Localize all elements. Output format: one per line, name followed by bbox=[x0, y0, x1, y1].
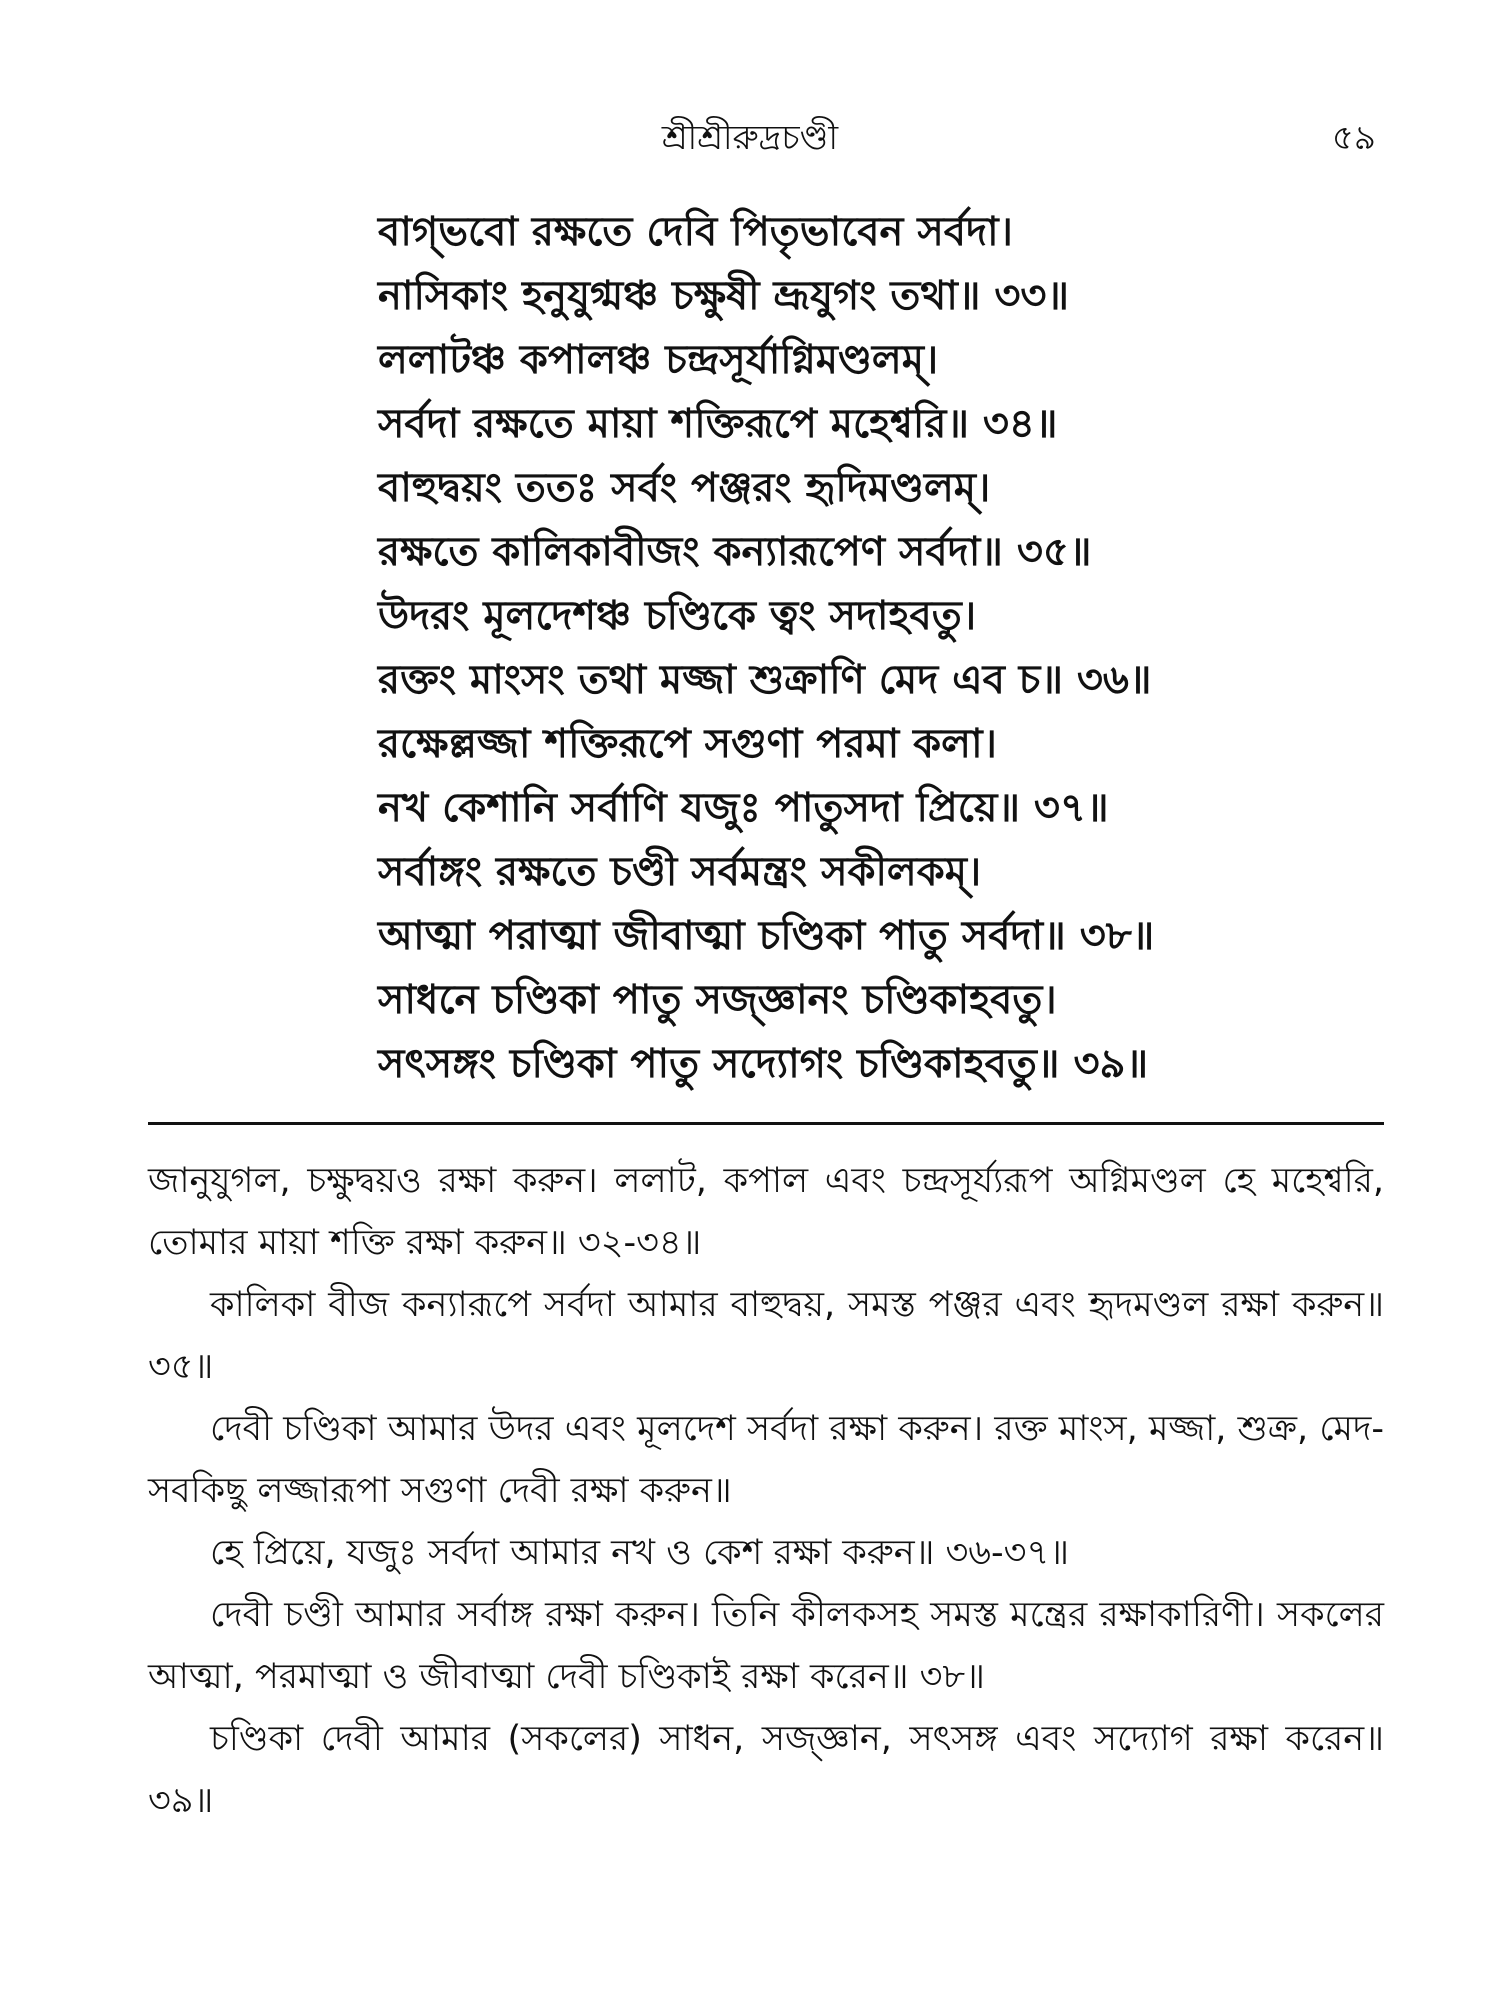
verse-line: উদরং মূলদেশঞ্চ চণ্ডিকে ত্বং সদাহবতু। bbox=[378, 593, 977, 639]
verse-line: রক্ষতে কালিকাবীজং কন্যারূপেণ সর্বদা॥ ৩৫॥ bbox=[378, 529, 1092, 575]
verse-line: রক্তং মাংসং তথা মজ্জা শুক্রাণি মেদ এব চ॥ ৩৬॥ bbox=[378, 657, 1152, 703]
translation-paragraph: দেবী চণ্ডিকা আমার উদর এবং মূলদেশ সর্বদা রক্ষা করুন। রক্ত মাংস, মজ্জা, শুক্র, মেদ-সবকিছু লজ্জারূপা সগুণা দেবী রক্ষা করুন॥ bbox=[148, 1409, 1384, 1511]
verse-line: রক্ষেল্লজ্জা শক্তিরূপে সগুণা পরমা কলা। bbox=[378, 721, 997, 767]
translation-paragraph: হে প্রিয়ে, যজুঃ সর্বদা আমার নখ ও কেশ রক্ষা করুন॥ ৩৬-৩৭॥ bbox=[210, 1533, 1069, 1573]
translation-paragraph: দেবী চণ্ডী আমার সর্বাঙ্গ রক্ষা করুন। তিনি কীলকসহ সমস্ত মন্ত্রের রক্ষাকারিণী। সকলের আত্মা, পরমাত্মা ও জীবাত্মা দেবী চণ্ডিকাই রক্ষা করেন॥ ৩৮॥ bbox=[148, 1595, 1384, 1697]
translation-paragraph: কালিকা বীজ কন্যারূপে সর্বদা আমার বাহুদ্বয়, সমস্ত পঞ্জর এবং হৃদমণ্ডল রক্ষা করুন॥ ৩৫॥ bbox=[148, 1285, 1384, 1387]
verse-line: সর্বাঙ্গং রক্ষতে চণ্ডী সর্বমন্ত্রং সকীলকম্‌। bbox=[378, 849, 982, 895]
page-number: ৫৯ bbox=[1331, 118, 1376, 158]
verse-block bbox=[378, 200, 1438, 1096]
translation-paragraph: জানুযুগল, চক্ষুদ্বয়ও রক্ষা করুন। ললাট, কপাল এবং চন্দ্রসূর্য্যরূপ অগ্নিমণ্ডল হে মহেশ্বরি, তোমার মায়া শক্তি রক্ষা করুন॥ ৩২-৩৪॥ bbox=[148, 1161, 1384, 1263]
verse-line: বাহুদ্বয়ং ততঃ সর্বং পঞ্জরং হৃদিমণ্ডলম্‌। bbox=[378, 465, 991, 511]
translation-block bbox=[148, 1150, 1384, 1832]
verse-line: সর্বদা রক্ষতে মায়া শক্তিরূপে মহেশ্বরি॥ ৩৪॥ bbox=[378, 401, 1058, 447]
verse-line: বাগ্‌ভবো রক্ষতে দেবি পিতৃভাবেন সর্বদা। bbox=[378, 209, 1013, 255]
page-header-title: শ্রীশ্রীরুদ্রচণ্ডী bbox=[661, 118, 839, 158]
section-divider bbox=[148, 1122, 1384, 1125]
verse-line: নাসিকাং হনুযুগ্মঞ্চ চক্ষুষী ভ্রূযুগং তথা॥ ৩৩॥ bbox=[378, 273, 1070, 319]
verse-line: নখ কেশানি সর্বাণি যজুঃ পাতুসদা প্রিয়ে॥ ৩৭॥ bbox=[378, 785, 1109, 831]
verse-line: ললাটঞ্চ কপালঞ্চ চন্দ্রসূর্যাগ্নিমণ্ডলম্‌। bbox=[378, 337, 939, 383]
verse-line: সাধনে চণ্ডিকা পাতু সজ্জ্ঞানং চণ্ডিকাহবতু। bbox=[378, 977, 1057, 1023]
verse-line: সৎসঙ্গং চণ্ডিকা পাতু সদ্যোগং চণ্ডিকাহবতু॥ ৩৯॥ bbox=[378, 1041, 1149, 1087]
verse-line: আত্মা পরাত্মা জীবাত্মা চণ্ডিকা পাতু সর্বদা॥ ৩৮॥ bbox=[378, 913, 1155, 959]
translation-paragraph: চণ্ডিকা দেবী আমার (সকলের) সাধন, সজ্জ্ঞান, সৎসঙ্গ এবং সদ্যোগ রক্ষা করেন॥ ৩৯॥ bbox=[148, 1719, 1384, 1821]
